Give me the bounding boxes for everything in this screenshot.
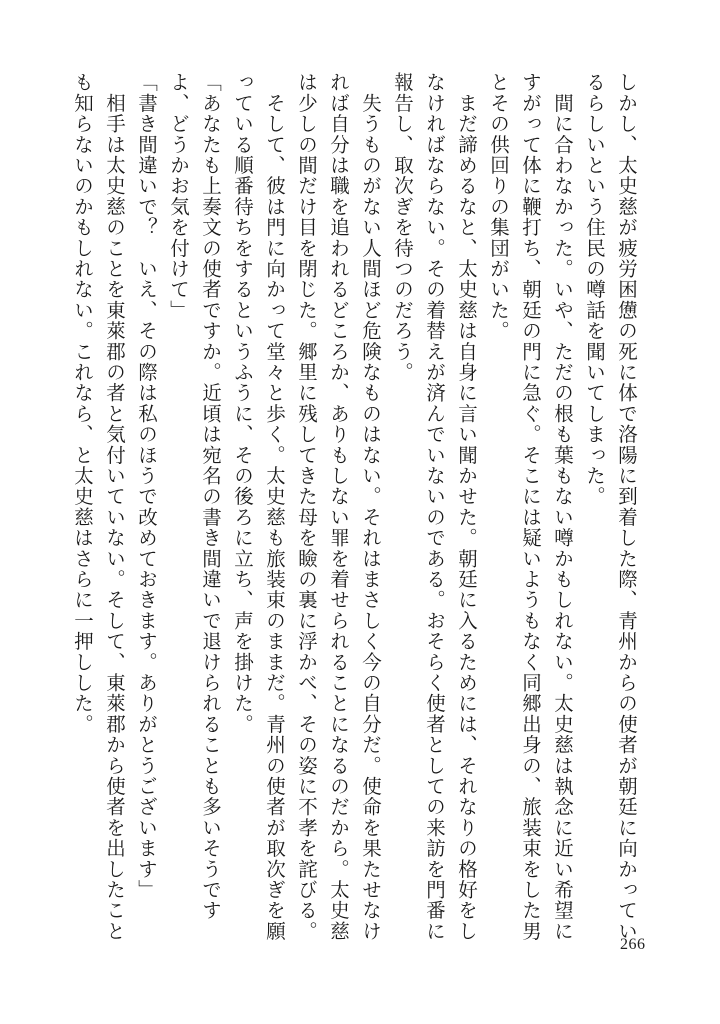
paragraph: 間に合わなかった。いや、ただの根も葉もない噂かもしれない。太史慈は執念に近い希望にすがって体に鞭打ち、朝廷の門に急ぐ。そこには疑いようもなく同郷出身の、旅装束をした男とその供回りの集団がいた。 — [487, 72, 574, 942]
dialogue-line: 「書き間違いで？ いえ、その際は私のほうで改めておきます。ありがとうございます」 — [135, 72, 158, 900]
paragraph: そして、彼は門に向かって堂々と歩く。太史慈も旅装束のままだ。青州の使者が取次ぎを願っている順番待ちをするというふうに、その後ろに立ち、声を掛けた。 — [231, 72, 286, 942]
vertical-text-body — [66, 72, 642, 942]
dialogue-line: 「あなたも上奏文の使者ですか。近頃は宛名の書き間違いで退けられることも多いそうですよ、どうかお気を付けて」 — [167, 72, 222, 921]
paragraph: まだ諦めるなと、太史慈は自身に言い聞かせた。朝廷に入るためには、それなりの格好をしなければならない。その着替えが済んでいないのである。おそらく使者としての来訪を門番に報告し、取次ぎを待つのだろう。 — [391, 72, 478, 942]
paragraph: 失うものがない人間ほど危険なものはない。それはまさしく今の自分だ。使命を果たせなければ自分は職を追われるどころか、ありもしない罪を着せられることになるのだから。太史慈は少しの間だけ目を閉じた。郷里に残してきた母を瞼の裏に浮かべ、その姿に不孝を詫びる。 — [295, 72, 382, 942]
page-number: 266 — [620, 936, 646, 953]
paragraph: 相手は太史慈のことを東萊郡の者と気付いていない。そして、東萊郡から使者を出したことも知らないのかもしれない。これなら、と太史慈はさらに一押しした。 — [71, 72, 126, 942]
paragraph: しかし、太史慈が疲労困憊の死に体で洛陽に到着した際、青州からの使者が朝廷に向かっているらしいという住民の噂話を聞いてしまった。 — [583, 72, 638, 942]
